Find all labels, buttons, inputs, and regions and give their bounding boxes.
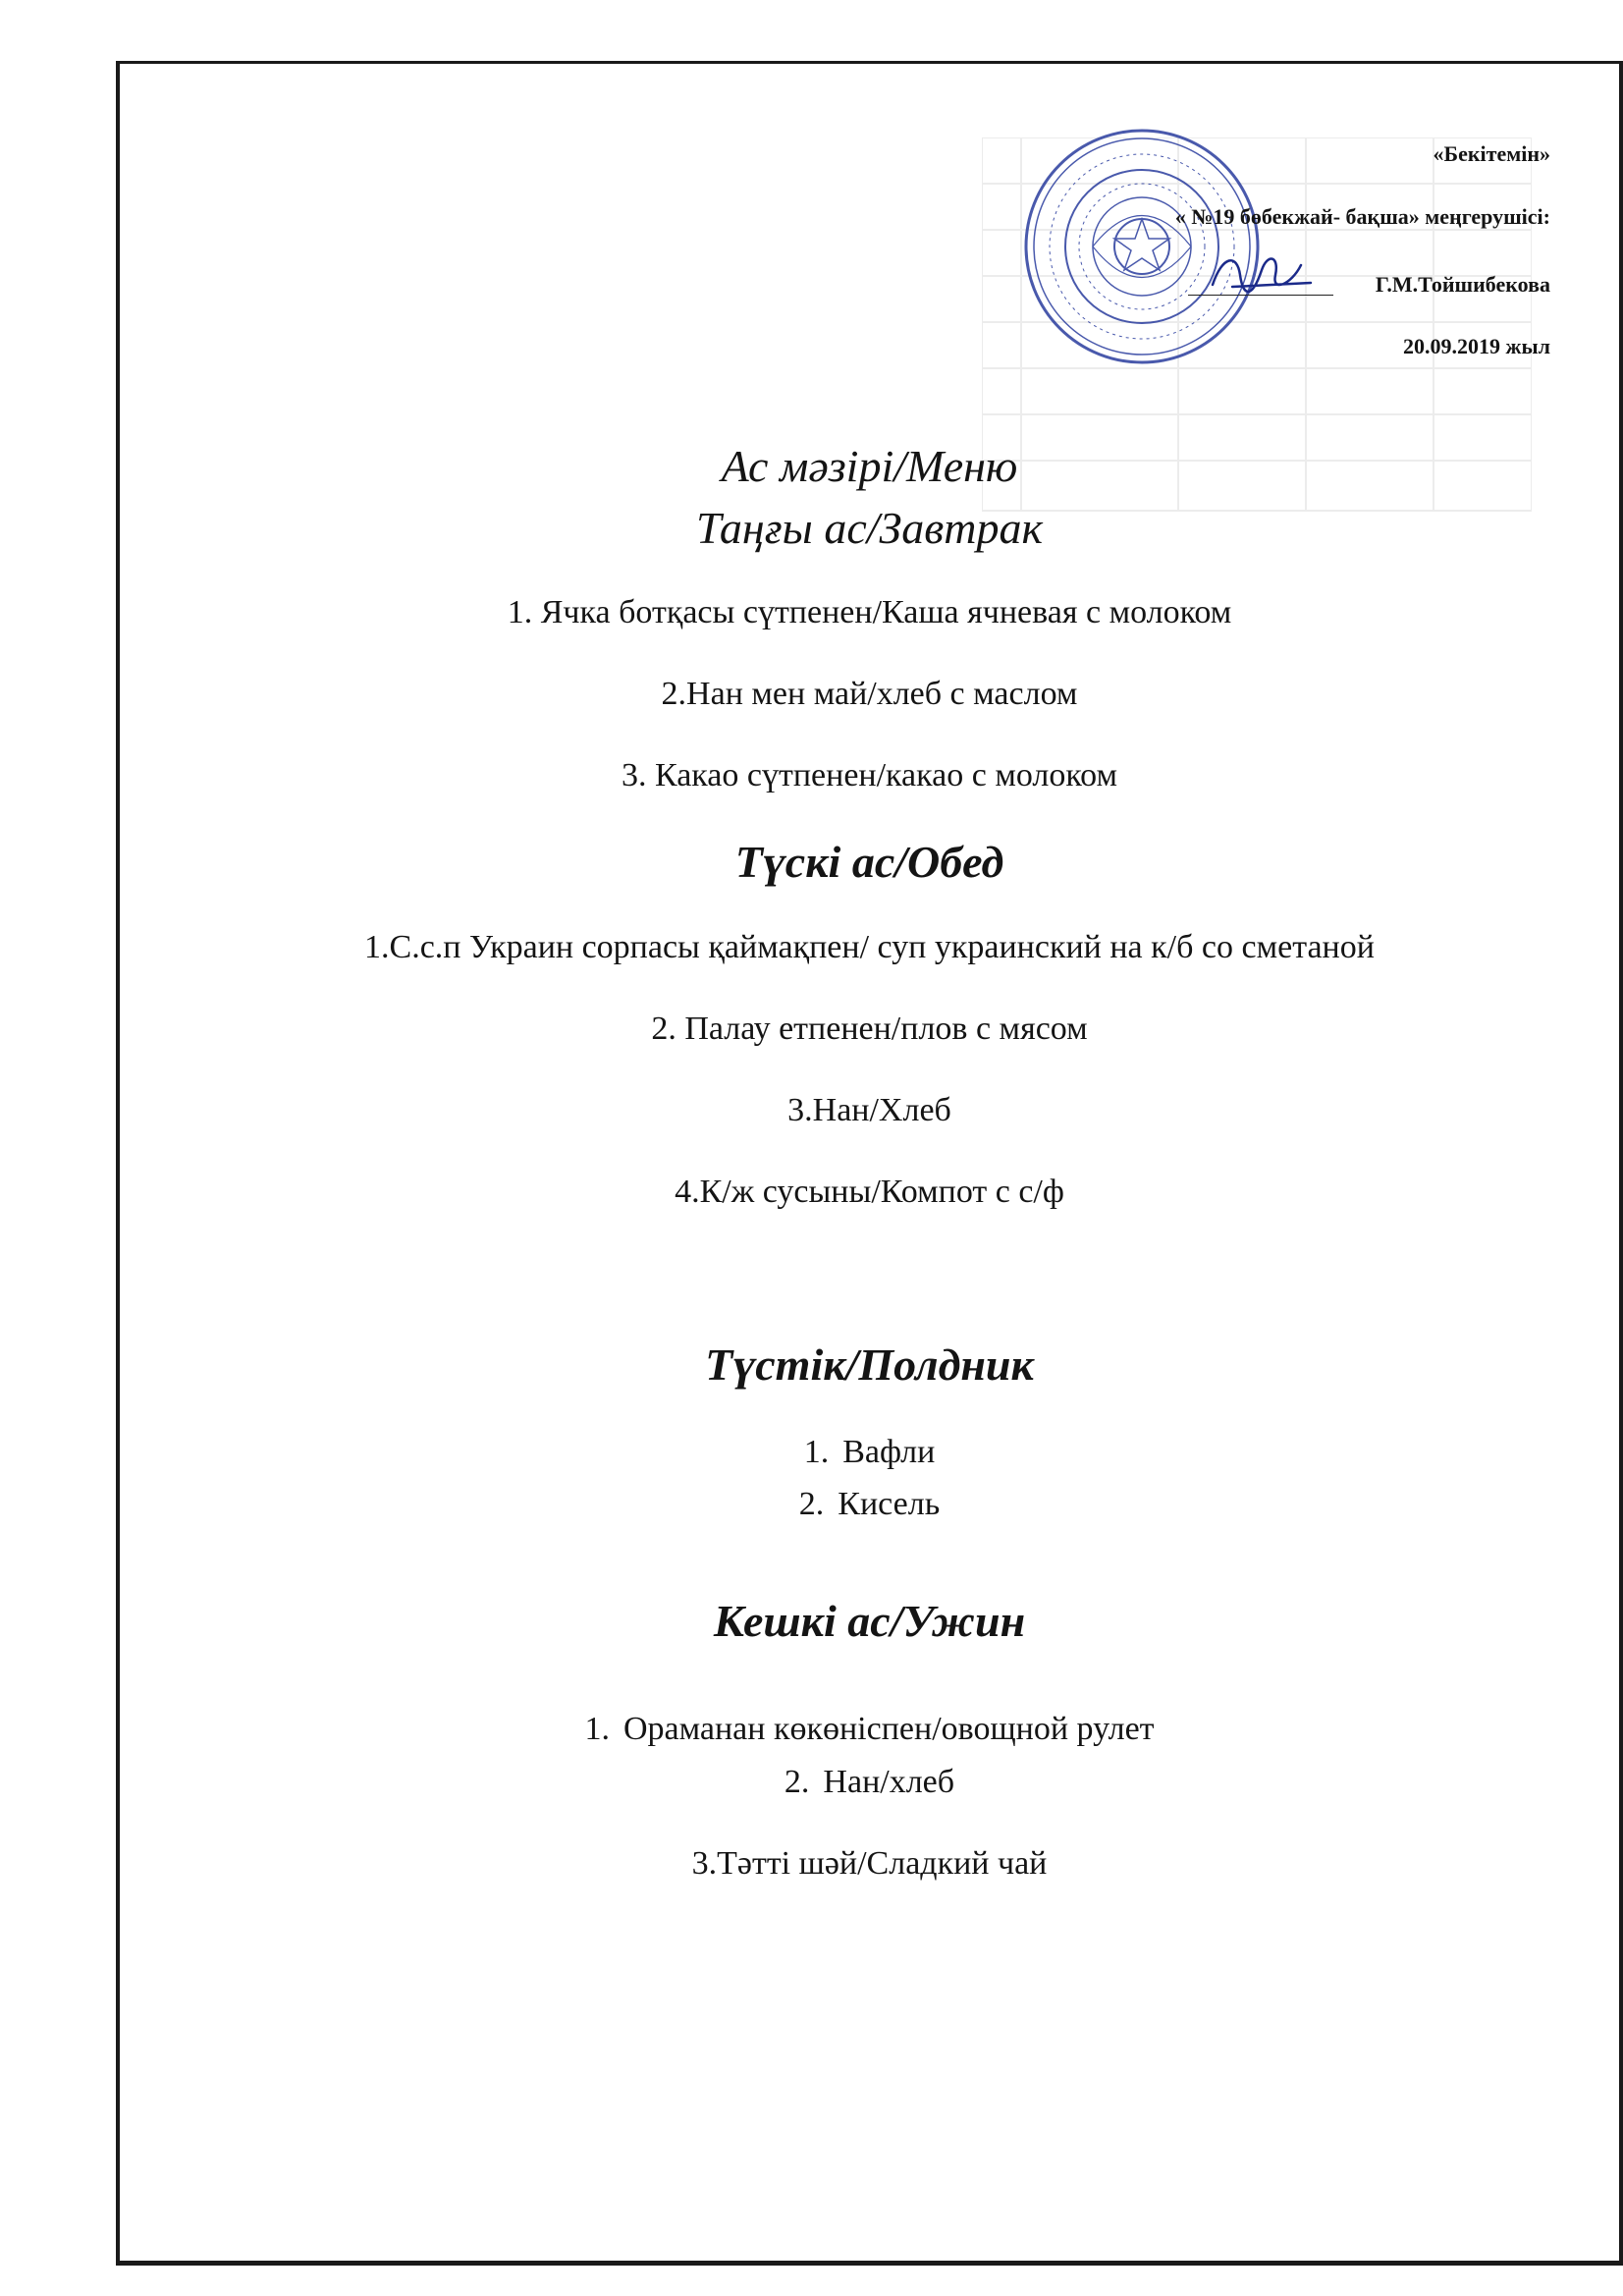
item-number: 1. [584, 1711, 610, 1747]
breakfast-item: 3. Какао сүтпенен/какао с молоком [621, 757, 1118, 793]
lunch-heading: Түскі ас/Обед [734, 837, 1004, 887]
item-number: 2. [784, 1764, 810, 1800]
lunch-item: 3.Нан/Хлеб [787, 1092, 951, 1128]
snack-item [116, 1488, 1623, 1521]
dinner-item [116, 1713, 1623, 1746]
menu-title: Ас мәзірі/Меню [721, 441, 1018, 491]
lunch-item: 4.К/ж сусыны/Компот с с/ф [675, 1174, 1064, 1210]
snack-item [116, 1436, 1623, 1469]
item-number: 2. [798, 1486, 825, 1522]
dinner-heading: Кешкі ас/Ужин [713, 1596, 1026, 1646]
approval-label: «Бекітемін» [1433, 141, 1550, 166]
approval-date: 20.09.2019 жыл [1403, 334, 1550, 358]
item-text: Ораманан көкөніспен/овощной рулет [622, 1711, 1155, 1747]
breakfast-item: 1. Ячка ботқасы сүтпенен/Каша ячневая с молоком [507, 594, 1232, 630]
lunch-item: 1.С.с.п Украин сорпасы қаймақпен/ суп украинский на к/б со сметаной [364, 929, 1375, 965]
approval-head-name: Г.М.Тойшибекова [1375, 272, 1550, 297]
dinner-item: 3.Тәтті шәй/Сладкий чай [691, 1845, 1048, 1882]
snack-heading: Түстік/Полдник [705, 1339, 1034, 1390]
breakfast-item: 2.Нан мен май/хлеб с маслом [661, 676, 1078, 712]
approval-institution: « №19 бөбекжай- бақша» меңгерушісі: [1174, 204, 1550, 229]
item-number: 1. [803, 1434, 830, 1470]
lunch-item: 2. Палау етпенен/плов с мясом [651, 1011, 1088, 1047]
item-text: Вафли [842, 1434, 936, 1470]
item-text: Кисель [838, 1486, 941, 1522]
item-text: Нан/хлеб [823, 1764, 955, 1800]
breakfast-heading: Таңғы ас/Завтрак [695, 503, 1044, 553]
dinner-item [116, 1766, 1623, 1799]
